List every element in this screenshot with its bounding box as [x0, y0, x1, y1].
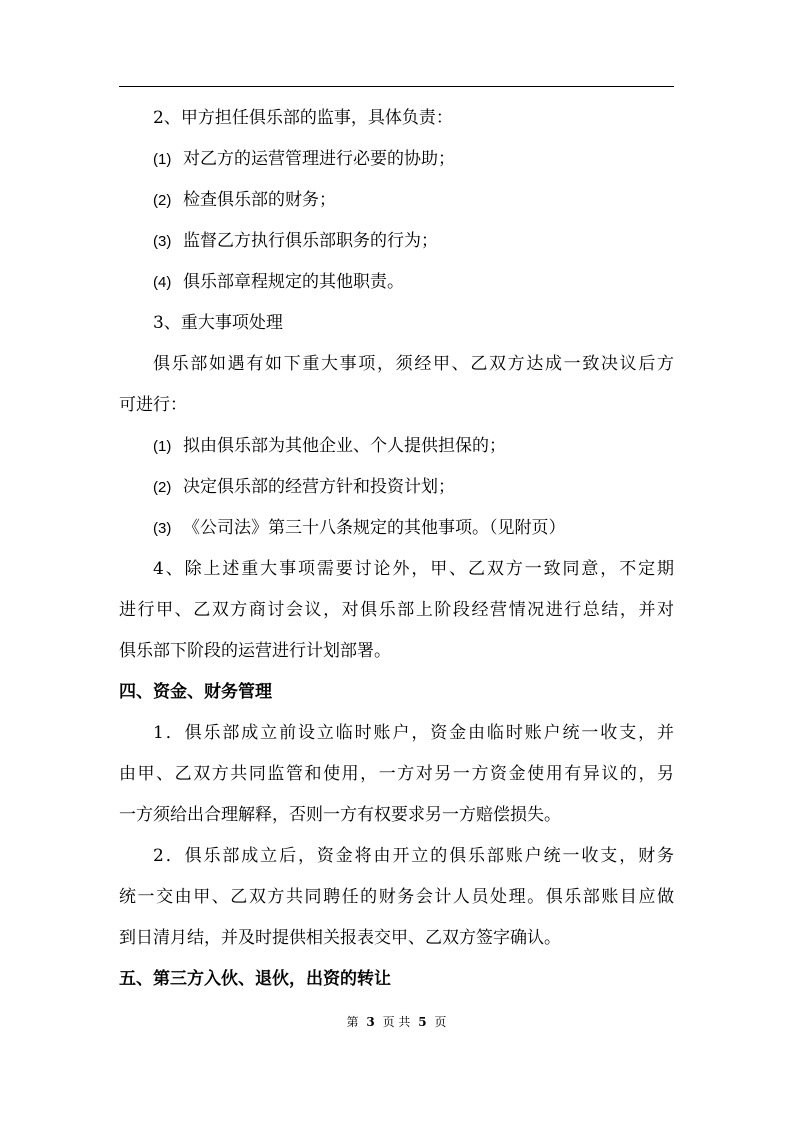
list-item-number: (2): [153, 479, 172, 496]
list-item: [119, 467, 674, 508]
paragraph-line: 俱乐部如遇有如下重大事项，须经甲、乙双方达成一致决议后方: [153, 354, 674, 374]
list-item: [119, 262, 674, 303]
list-item-number: (3): [153, 233, 172, 250]
list-item-text: 监督乙方执行俱乐部职务的行为；: [183, 231, 438, 251]
header-rule: [119, 86, 674, 87]
footer-middle: 页 共: [382, 1015, 411, 1029]
list-item-text: 《公司法》第三十八条规定的其他事项。（见附页）: [183, 518, 566, 538]
paragraph-line: 一方须给出合理解释，否则一方有权要求另一方赔偿损失。: [119, 805, 561, 825]
list-item: [119, 139, 674, 180]
list-item: [119, 221, 674, 262]
list-item-number: (1): [153, 151, 172, 168]
footer-total-pages: 5: [418, 1015, 427, 1029]
page-footer: [0, 1013, 793, 1030]
paragraph-line: 2、甲方担任俱乐部的监事，具体负责：: [153, 108, 453, 128]
list-item-text: 俱乐部章程规定的其他职责。: [183, 272, 404, 292]
list-item-text: 检查俱乐部的财务；: [183, 190, 336, 210]
footer-page-number: 3: [366, 1015, 375, 1029]
section-heading: 五、第三方入伙、退伙，出资的转让: [119, 969, 391, 989]
list-item-number: (3): [153, 520, 172, 537]
list-item-text: 决定俱乐部的经营方针和投资计划；: [183, 477, 455, 497]
list-item: [119, 426, 674, 467]
list-item: [119, 508, 674, 549]
footer-prefix: 第: [346, 1015, 359, 1029]
paragraph-line: 进行甲、乙双方商讨会议，对俱乐部上阶段经营情况进行总结，并对: [119, 600, 674, 620]
document-body: [119, 98, 674, 1000]
section-heading: 四、资金、财务管理: [119, 682, 272, 702]
paragraph-line: 2．俱乐部成立后，资金将由开立的俱乐部账户统一收支，财务: [153, 846, 674, 866]
paragraph-line: 到日清月结，并及时提供相关报表交甲、乙双方签字确认。: [119, 928, 561, 948]
list-item-number: (4): [153, 274, 172, 291]
footer-suffix: 页: [434, 1015, 447, 1029]
paragraph-line: 俱乐部下阶段的运营进行计划部署。: [119, 641, 391, 661]
list-item-number: (1): [153, 438, 172, 455]
list-item-text: 对乙方的运营管理进行必要的协助；: [183, 149, 455, 169]
list-item-number: (2): [153, 192, 172, 209]
paragraph-line: 3、重大事项处理: [153, 313, 283, 333]
list-item: [119, 180, 674, 221]
list-item-text: 拟由俱乐部为其他企业、个人提供担保的；: [183, 436, 506, 456]
paragraph-line: 由甲、乙双方共同监管和使用，一方对另一方资金使用有异议的，另: [119, 764, 674, 784]
paragraph-line: 4、除上述重大事项需要讨论外，甲、乙双方一致同意，不定期: [153, 559, 674, 579]
paragraph-line: 统一交由甲、乙双方共同聘任的财务会计人员处理。俱乐部账目应做: [119, 887, 674, 907]
paragraph-line: 1．俱乐部成立前设立临时账户，资金由临时账户统一收支，并: [153, 723, 674, 743]
paragraph-line: 可进行：: [119, 395, 187, 415]
